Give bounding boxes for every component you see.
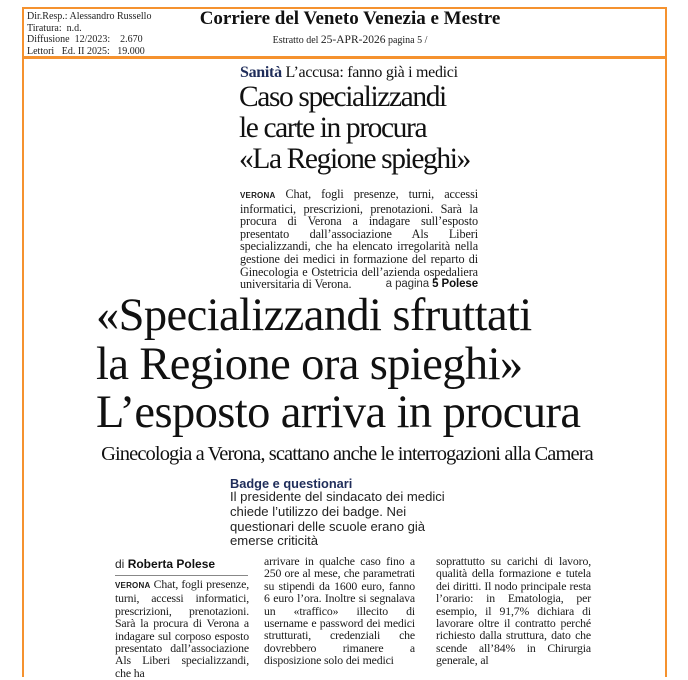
byline-prefix: di — [115, 557, 125, 571]
teaser-title-line: «La Regione spieghi» — [239, 143, 470, 175]
extract-prefix: Estratto del — [272, 35, 319, 46]
publication-metadata — [27, 11, 151, 57]
byline — [115, 557, 215, 571]
extract-info — [150, 34, 550, 46]
teaser-kicker — [240, 64, 458, 82]
byline-author: Roberta Polese — [127, 557, 216, 571]
extract-date: 25-APR-2026 — [320, 34, 386, 46]
article-column-1 — [115, 578, 249, 679]
article-column-3: soprattutto su carichi di lavoro, qualità della formazione e tutela dei diritti. Il nodo principale resta l’orario: in Ematologia, per esempio, il 91,7% dichiara di lavorare oltre il contratto perché richiesto dalla struttura, dato che scende all’84% in Chirurgia generale, al — [436, 554, 591, 668]
article-dateline: VERONA — [115, 581, 151, 590]
director-line: Dir.Resp.: Alessandro Russello — [27, 11, 152, 22]
sidebar-box-title: Badge e questionari — [230, 476, 353, 491]
page-ref-author: Polese — [441, 278, 478, 291]
page-reference — [386, 278, 478, 291]
summary-text: Chat, fogli presenze, turni, accessi informatici, prescrizioni, prenotazioni. Sarà la procura di Verona a indagare sull’esposto presentato dall’associazione Als Liberi specializzandi, che ha elencato irregolarità nella gestione dei medici in formazione del reparto di Ginecologia e Ostetricia dell’azienda ospedaliera universitaria di Verona. — [240, 187, 479, 292]
main-headline — [96, 292, 580, 438]
print-run-line: Tiratura: n.d. — [27, 22, 82, 34]
article-deck: Ginecologia a Verona, scattano anche le interrogazioni alla Camera — [101, 443, 593, 465]
teaser-title-line: le carte in procura — [239, 112, 427, 144]
kicker-text: L’accusa: fanno già i medici — [285, 64, 458, 81]
article-column-2: arrivare in qualche caso fino a 250 ore al mese, che parametrati su stipendi da 1600 euro, fanno 6 euro l’ora. Inoltre si segnalava un «traffico» illecito di username e password dei medici strutturati, credenziali che dovrebbero rimanere a disposizione solo dei medici — [264, 554, 415, 668]
page-ref-prefix: a pagina — [385, 278, 429, 291]
dateline: VERONA — [240, 191, 276, 200]
headline-line: «Specializzandi sfruttati — [96, 290, 532, 341]
readers-line: Lettori Ed. II 2025: 19.000 — [27, 45, 145, 57]
sidebar-box-text: Il presidente del sindacato dei medici chiede l’utilizzo dei badge. Nei questionari delle scuole erano già emerse criticità — [230, 489, 445, 549]
byline-divider — [115, 575, 248, 576]
column-text: Chat, fogli presenze, turni, accessi informatici, prescrizioni, prenotazioni. Sarà la procura di Verona a indagare sul corposo esposto presentato dall’associazione Als Liberi specializzandi, che ha — [115, 577, 249, 680]
extract-page: pagina 5 / — [387, 35, 428, 46]
page-ref-number: 5 — [432, 278, 439, 291]
teaser-summary — [240, 188, 478, 291]
headline-line: L’esposto arriva in procura — [96, 387, 581, 438]
headline-line: la Regione ora spieghi» — [96, 338, 523, 390]
circulation-line: Diffusione 12/2023: 2.670 — [27, 34, 143, 45]
publication-title: Corriere del Veneto Venezia e Mestre — [199, 8, 501, 29]
section-label: Sanità — [240, 64, 282, 81]
teaser-title — [239, 82, 470, 175]
teaser-title-line: Caso specializzandi — [239, 81, 446, 113]
